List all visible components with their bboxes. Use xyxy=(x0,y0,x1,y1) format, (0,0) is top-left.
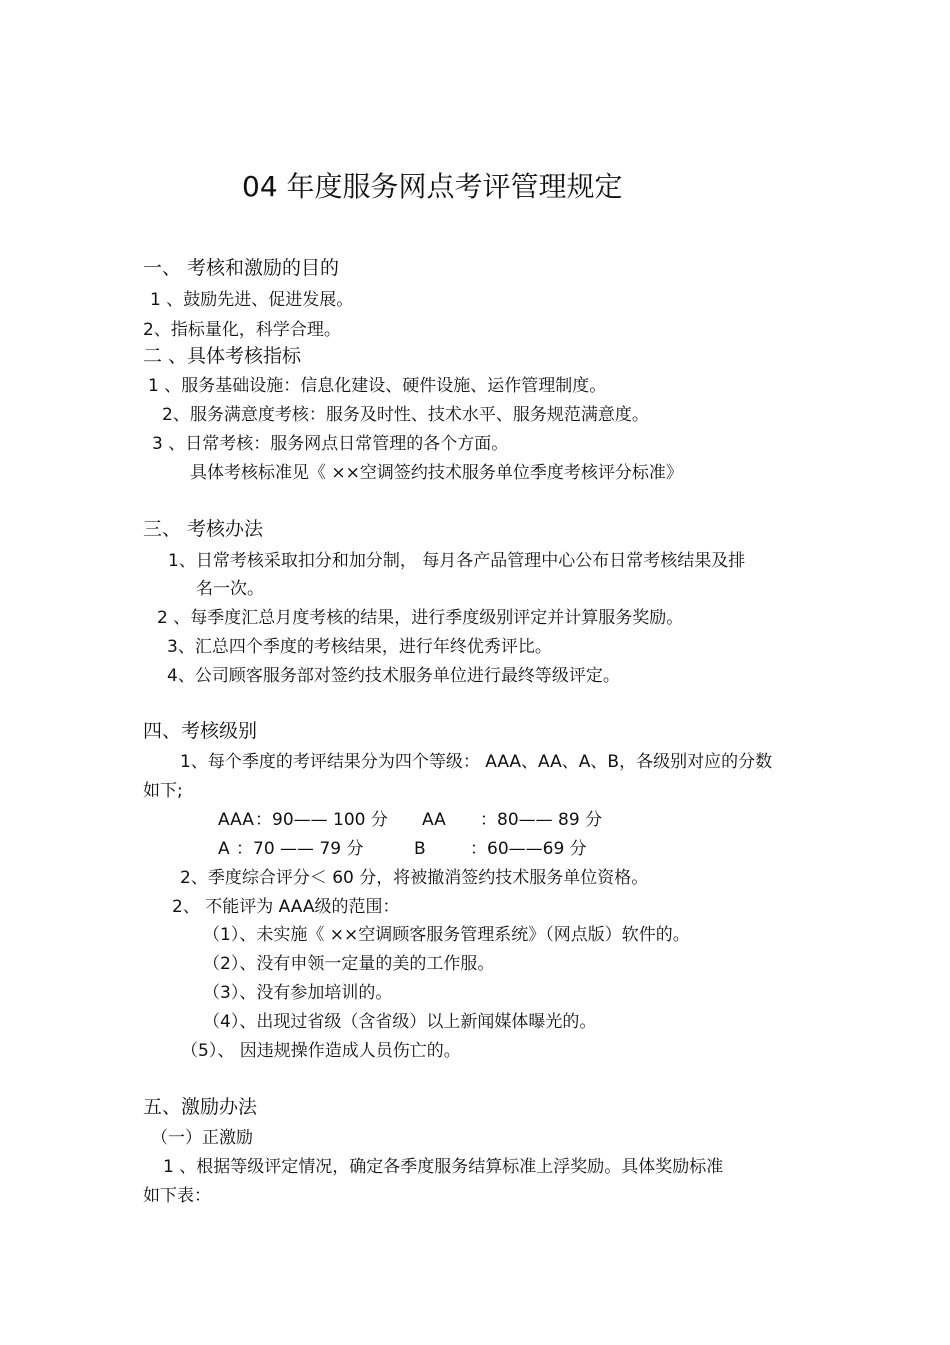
section-1-item-2: 2、指标量化，科学合理。 xyxy=(143,320,341,340)
section-3-heading: 三、 考核办法 xyxy=(143,518,264,540)
section-4-item-1b: 如下; xyxy=(143,781,183,801)
section-1-item-1: 1 、鼓励先进、促进发展。 xyxy=(150,290,354,310)
section-4-item-1a: 1、每个季度的考评结果分为四个等级： AAA、AA、A、B，各级别对应的分数 xyxy=(180,752,773,772)
section-4-sub-3: （3）、没有参加培训的。 xyxy=(203,983,393,1003)
section-3-item-3: 3、汇总四个季度的考核结果，进行年终优秀评比。 xyxy=(167,637,552,657)
section-4-heading: 四、考核级别 xyxy=(143,720,258,742)
grade-aaa-range: ：90—— 100 分 xyxy=(255,810,388,830)
section-1-heading: 一、 考核和激励的目的 xyxy=(143,257,340,279)
grade-b-range: ：60——69 分 xyxy=(470,839,587,859)
page-title: 04 年度服务网点考评管理规定 xyxy=(242,170,623,203)
grade-aa-range: ：80—— 89 分 xyxy=(480,810,603,830)
section-3-item-1a: 1、日常考核采取扣分和加分制， 每月各产品管理中心公布日常考核结果及排 xyxy=(168,551,746,571)
section-4-sub-1: （1）、未实施《 ××空调顾客服务管理系统》（网点版）软件的。 xyxy=(203,925,690,945)
section-5-item-1b: 如下表： xyxy=(143,1186,211,1206)
section-4-sub-2: （2）、没有申领一定量的美的工作服。 xyxy=(203,954,495,974)
section-3-item-2: 2 、每季度汇总月度考核的结果，进行季度级别评定并计算服务奖励。 xyxy=(157,608,684,628)
section-2-note: 具体考核标准见《 ××空调签约技术服务单位季度考核评分标准》 xyxy=(190,463,683,483)
section-5-heading: 五、激励办法 xyxy=(143,1096,258,1118)
section-4-sub-4: （4）、出现过省级（含省级）以上新闻媒体曝光的。 xyxy=(203,1012,597,1032)
grade-a-label: A xyxy=(218,839,230,859)
section-2-item-1: 1 、服务基础设施：信息化建设、硬件设施、运作管理制度。 xyxy=(148,376,607,396)
grade-aa-label: AA xyxy=(422,810,446,830)
section-5-item-1a: 1 、根据等级评定情况，确定各季度服务结算标准上浮奖励。具体奖励标准 xyxy=(163,1157,724,1177)
section-2-item-2: 2、服务满意度考核：服务及时性、技术水平、服务规范满意度。 xyxy=(162,405,649,425)
section-3-item-4: 4、公司顾客服务部对签约技术服务单位进行最终等级评定。 xyxy=(167,666,620,686)
section-4-item-2: 2、季度综合评分＜ 60 分，将被撤消签约技术服务单位资格。 xyxy=(180,868,649,888)
section-4-item-3: 2、 不能评为 AAA级的范围： xyxy=(172,897,400,917)
section-4-sub-5: （5）、 因违规操作造成人员伤亡的。 xyxy=(181,1041,461,1061)
grade-aaa-label: AAA xyxy=(218,810,254,830)
section-2-item-3: 3 、日常考核：服务网点日常管理的各个方面。 xyxy=(152,434,509,454)
section-5-sub-1: （一）正激励 xyxy=(151,1128,253,1148)
section-2-heading: 二 、具体考核指标 xyxy=(143,345,302,367)
grade-b-label: B xyxy=(414,839,426,859)
grade-a-range: ：70 —— 79 分 xyxy=(236,839,364,859)
section-3-item-1b: 名一次。 xyxy=(196,579,264,599)
